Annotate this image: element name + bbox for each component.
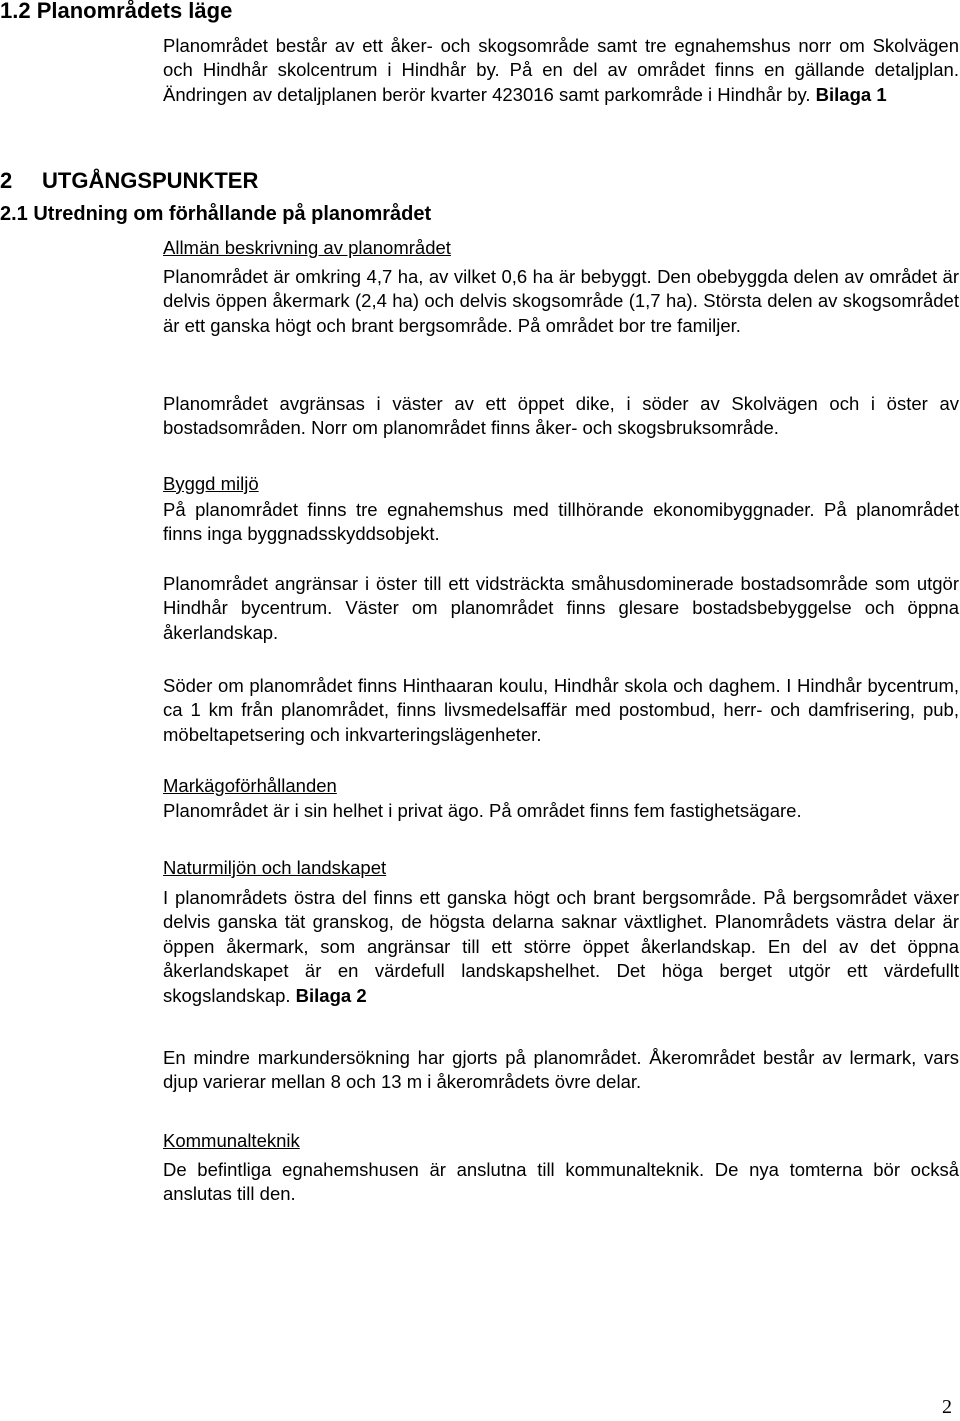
chapter-title: UTGÅNGSPUNKTER bbox=[42, 168, 259, 193]
subheading-allman-beskrivning: Allmän beskrivning av planområdet bbox=[163, 237, 451, 258]
allman-paragraph-2: Planområdet avgränsas i väster av ett öppet dike, i söder av Skolvägen och i öster av bostadsområden. Norr om planområdet finns åker- och skogsbruksområde. bbox=[163, 393, 959, 439]
chapter-heading bbox=[0, 168, 258, 194]
subheading-naturmiljon: Naturmiljön och landskapet bbox=[163, 857, 387, 878]
location-paragraph-text: Planområdet består av ett åker- och skogsområde samt tre egnahemshus norr om Skolvägen och Hindhår skolcentrum i Hindhår by. På en del av området finns en gällande detaljplan. Ändringen av detaljplanen berör kvarter 423016 samt parkområde i Hindhår by. bbox=[163, 35, 959, 105]
page-number: 2 bbox=[942, 1396, 952, 1418]
subheading-markagoforhallanden: Markägoförhållanden bbox=[163, 775, 337, 796]
byggd-paragraph-3: Söder om planområdet finns Hinthaaran koulu, Hindhår skola och daghem. I Hindhår bycentrum, ca 1 km från planområdet, finns livsmedelsaffär med postombud, herr- och damfrisering, pub, möbeltapetsering och inkvarteringslägenheter. bbox=[163, 675, 959, 745]
byggd-paragraph-2: Planområdet angränsar i öster till ett vidsträckta småhusdominerade bostadsområde som utgör Hindhår bycentrum. Väster om planområdet finns glesare bostadsbebyggelse och öppna åkerlandskap. bbox=[163, 573, 959, 643]
chapter-number: 2 bbox=[0, 168, 13, 193]
bilaga-2-reference: Bilaga 2 bbox=[295, 984, 367, 1006]
section-heading-1-2: 1.2 Planområdets läge bbox=[0, 0, 233, 23]
bilaga-1-reference: Bilaga 1 bbox=[815, 83, 887, 105]
natur-paragraph-1 bbox=[163, 886, 959, 1008]
subheading-kommunalteknik: Kommunalteknik bbox=[163, 1130, 300, 1151]
byggd-paragraph-1: På planområdet finns tre egnahemshus med tillhörande ekonomibyggnader. På planområdet finns inga byggnadsskyddsobjekt. bbox=[163, 499, 959, 545]
natur-paragraph-1-text: I planområdets östra del finns ett ganska högt och brant bergsområde. På bergsområdet växer delvis ganska tät granskog, de högsta delarna saknar växtlighet. Planområdets västra delar är öppen åkermark, som angränsar till ett större öppet åkerlandskap. En del av det öppna åkerlandskapet är en värdefull landskapshelhet. Det höga berget utgör ett värdefullt skogslandskap. bbox=[163, 887, 959, 1006]
section-heading-2-1: 2.1 Utredning om förhållande på planområdet bbox=[0, 203, 432, 225]
natur-paragraph-2: En mindre markundersökning har gjorts på planområdet. Åkerområdet består av lermark, vars djup varierar mellan 8 och 13 m i åkerområdets övre delar. bbox=[163, 1047, 959, 1093]
location-paragraph bbox=[163, 34, 959, 107]
markagare-paragraph: Planområdet är i sin helhet i privat ägo. På området finns fem fastighetsägare. bbox=[163, 800, 802, 821]
kommunal-paragraph: De befintliga egnahemshusen är anslutna till kommunalteknik. De nya tomterna bör också anslutas till den. bbox=[163, 1159, 959, 1205]
allman-paragraph-1: Planområdet är omkring 4,7 ha, av vilket 0,6 ha är bebyggt. Den obebyggda delen av området är delvis öppen åkermark (2,4 ha) och delvis skogsområde (1,7 ha). Största delen av skogsområdet är ett ganska högt och brant bergsområde. På området bor tre familjer. bbox=[163, 266, 959, 336]
subheading-byggd-miljo: Byggd miljö bbox=[163, 473, 259, 494]
